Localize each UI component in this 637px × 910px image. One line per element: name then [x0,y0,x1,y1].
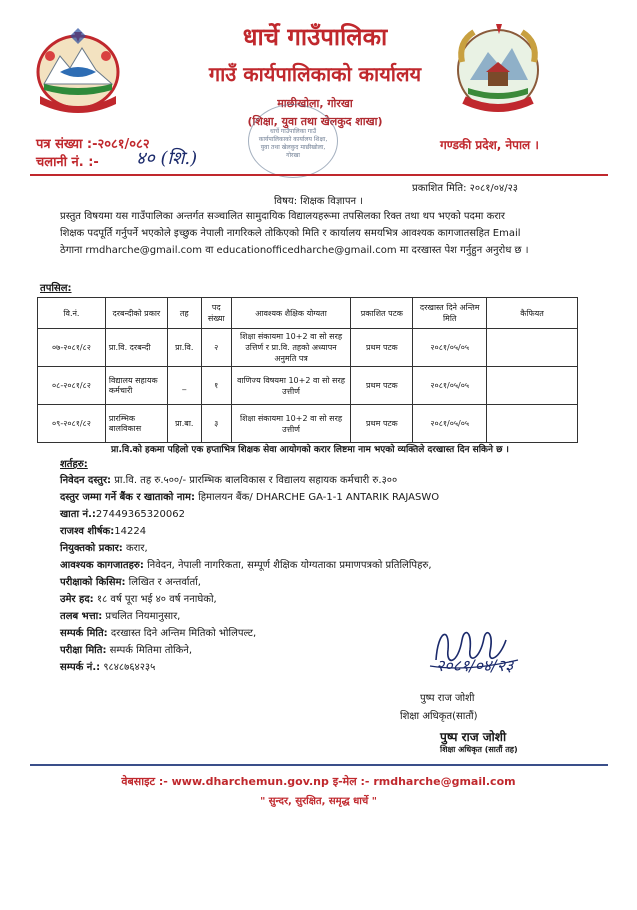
term-item [60,540,560,557]
term-value: सम्पर्क मितिमा तोकिने, [106,645,193,656]
chalani-number-handwritten: ४० (शि.) [136,148,198,169]
term-value: प्रचलित नियमानुसार, [102,611,181,622]
office-stamp-text: धार्चे गाउँपालिका गाउँ कार्यपालिकाको कार्यालय शिक्षा, युवा तथा खेलकुद माछीखोला, गोरखा [258,128,328,159]
cell-serial: ०८-२०८१/८२ [38,367,106,405]
cell-qualification: शिक्षा संकायमा 10+2 वा सो सरह उत्तीर्ण [231,405,351,443]
table-row [38,405,578,443]
cell-post-type: प्रारम्भिक बालविकास [105,405,167,443]
term-item [60,489,560,506]
cell-post-type: विद्यालय सहायक कर्मचारी [105,367,167,405]
cell-remarks [487,329,578,367]
cell-deadline: २०८१/०५/०५ [413,367,487,405]
term-value: निवेदन, नेपाली नागरिकता, सम्पूर्ण शैक्षिक योग्यताका प्रमाणपत्रको प्रतिलिपिहरु, [143,560,432,571]
table-note: प्रा.वि.को हकमा पहिलो एक हप्ताभित्र शिक्षक सेवा आयोगको करार लिष्टमा नाम भएको व्यक्तिले दरखास्त दिन सकिने छ । [111,445,509,455]
term-value: ९८४८७६४२३५ [100,662,156,673]
term-item [60,591,560,608]
office-title: गाउँ कार्यपालिकाको कार्यालय [208,62,422,86]
term-key: दस्तुर जम्मा गर्ने बैंक र खाताको नाम: [60,492,195,503]
cell-serial: ०९-२०८१/८२ [38,405,106,443]
footer-slogan: " सुन्दर, सुरक्षित, समृद्ध धार्चे " [260,796,377,807]
cell-post-count: ३ [201,405,231,443]
footer-divider [30,764,608,766]
cell-remarks [487,367,578,405]
municipality-title: धार्चे गाउँपालिका [242,23,388,51]
municipality-logo-icon [448,22,548,116]
col-qualification: आवश्यक शैक्षिक योग्यता [231,298,351,329]
col-post-type: दरबन्दीको प्रकार [105,298,167,329]
cell-post-count: १ [201,367,231,405]
office-address: माछीखोला, गोरखा [277,97,353,110]
vacancy-table [37,297,578,443]
term-key: आवश्यक कागजातहरु: [60,560,144,571]
col-post-count: पद संख्या [201,298,231,329]
term-value: हिमालयन बैंक/ DHARCHE GA-1-1 ANTARIK RAJASWO [194,492,440,503]
cell-level: प्रा.बा. [167,405,201,443]
term-value: १८ वर्ष पूरा भई ४० वर्ष ननाघेको, [93,594,217,605]
term-key: तलब भत्ता: [60,611,103,622]
name-stamp: पुष्प राज जोशी [440,730,507,744]
term-key: परीक्षाको किसिम: [60,577,126,588]
cell-post-type: प्रा.वि. दरबन्दी [105,329,167,367]
cell-publication: प्रथम पटक [351,367,413,405]
col-remarks: कैफियत [487,298,578,329]
col-serial: वि.नं. [38,298,106,329]
term-item [60,523,560,540]
cell-deadline: २०८१/०५/०५ [413,405,487,443]
table-header-row [38,298,578,329]
col-level: तह [167,298,201,329]
cell-level: _ [167,367,201,405]
header-divider [30,174,608,176]
term-value: प्रा.वि. तह रु.५००/- प्रारम्भिक बालविकास र विद्यालय सहायक कर्मचारी रु.३०० [111,475,398,486]
term-item [60,574,560,591]
chalani-label: चलानी नं. :- [36,155,99,170]
term-value: दरखास्त दिने अन्तिम मितिको भोलिपल्ट, [107,628,257,639]
intro-paragraph: प्रस्तुत विषयमा यस गाउँपालिका अन्तर्गत सञ्चालित सामुदायिक विद्यालयहरूमा तपसिलका रिक्त तथा थप भएको पदमा करार शिक्षक पदपूर्ति गर्नुपर्ने भएकोले इच्छुक नेपाली नागरिकले तोकिएको मिति र कार्यालय समयभित्र आवश्यक कागजातसहित Email ठेगाना rmdharche@gmail.com वा educationofficedharche@gmail.com मा दरखास्त पेश गर्नुहुन अनुरोध छ । [60,211,529,256]
term-value: लिखित र अन्तर्वार्ता, [125,577,201,588]
term-item [60,557,560,574]
term-key: सम्पर्क मिति: [60,628,108,639]
cell-qualification: शिक्षा संकायमा 10+2 वा सो सरह उत्तिर्ण र प्रा.वि. तहको अध्यापन अनुमति पत्र [231,329,351,367]
table-row [38,329,578,367]
term-key: निवेदन दस्तुर: [60,475,112,486]
cell-publication: प्रथम पटक [351,405,413,443]
term-key: राजश्व शीर्षक: [60,526,115,537]
cell-remarks [487,405,578,443]
reference-number: पत्र संख्या :-२०८१/०८२ [36,137,150,152]
term-key: सम्पर्क नं.: [60,662,101,673]
col-publication: प्रकाशित पटक [351,298,413,329]
term-key: परीक्षा मिति: [60,645,107,656]
cell-serial: ०७-२०८१/८२ [38,329,106,367]
published-date: प्रकाशित मिति: २०८१/०४/२३ [412,183,518,194]
footer-contact: वेबसाइट :- www.dharchemun.gov.np इ-मेल :- rmdharche@gmail.com [121,775,516,788]
table-row [38,367,578,405]
cell-level: प्रा.वि. [167,329,201,367]
section-name: (शिक्षा, युवा तथा खेलकुद शाखा) [247,115,383,128]
province-name: गण्डकी प्रदेश, नेपाल । [440,138,539,152]
terms-heading: शर्तहरु: [60,459,88,470]
table-heading: तपसिल: [40,283,72,294]
term-key: खाता नं.: [60,509,96,520]
cell-qualification: वाणिज्य विषयमा 10+2 वा सो सरह उत्तीर्ण [231,367,351,405]
nepal-emblem-icon [30,26,126,114]
term-value: करार, [122,543,148,554]
term-item [60,472,560,489]
col-deadline: दरखास्त दिने अन्तिम मिति [413,298,487,329]
term-value: 14224 [114,526,147,537]
signatory-title: शिक्षा अधिकृत(सातौं) [400,711,478,722]
signature-date-handwritten: २०८१/०४/२३ [436,656,514,675]
title-stamp: शिक्षा अधिकृत (सातौं तह) [440,745,518,754]
term-value: 27449365320062 [95,509,185,520]
term-item [60,506,560,523]
cell-publication: प्रथम पटक [351,329,413,367]
signatory-name: पुष्प राज जोशी [420,693,475,704]
subject-line: विषय: शिक्षक विज्ञापन । [273,196,364,207]
term-key: उमेर हद: [60,594,94,605]
cell-deadline: २०८१/०५/०५ [413,329,487,367]
cell-post-count: २ [201,329,231,367]
term-key: नियुक्तको प्रकार: [60,543,123,554]
